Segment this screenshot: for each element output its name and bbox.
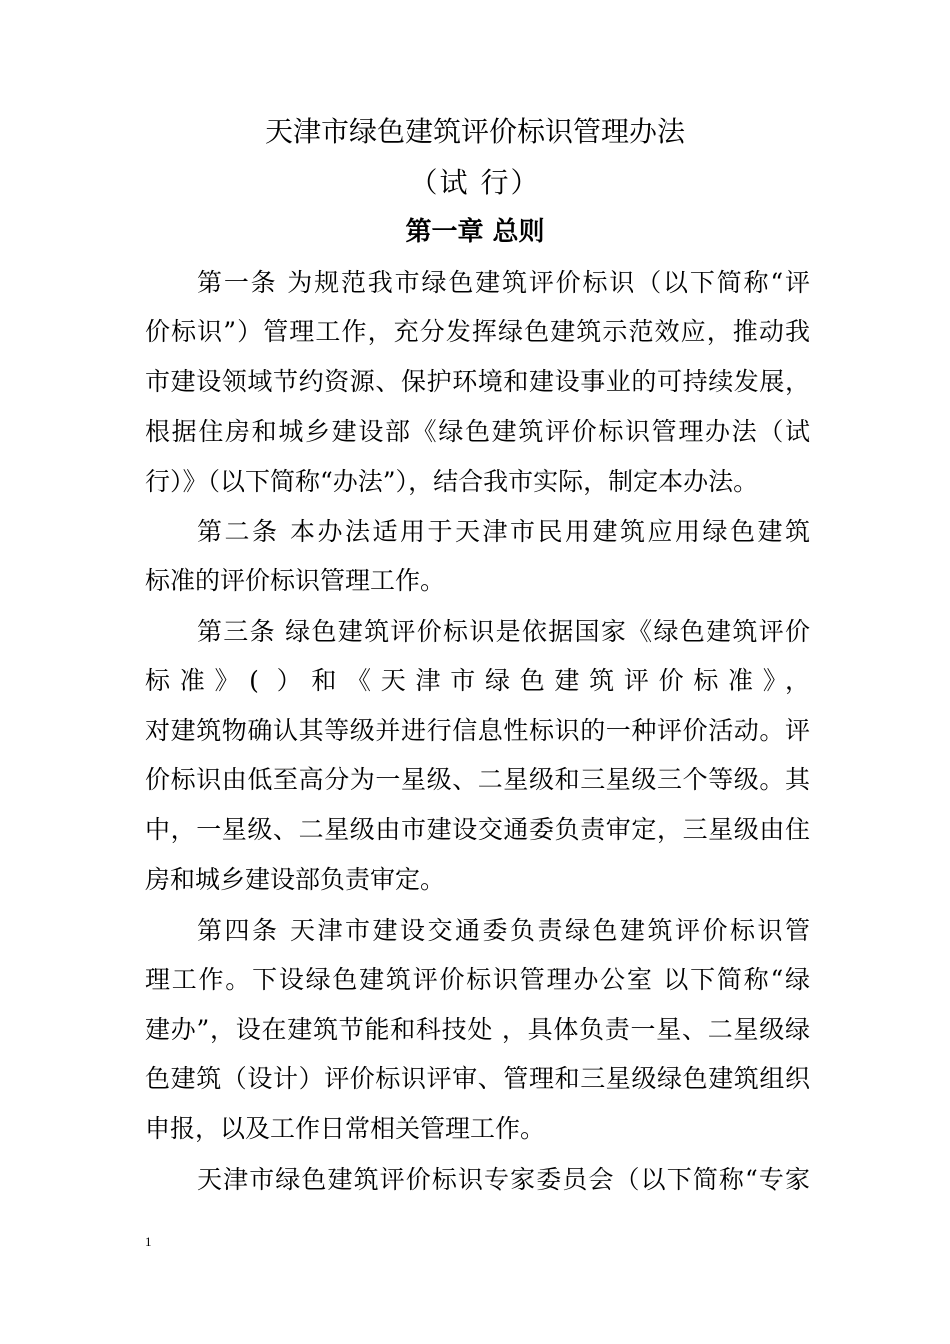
article-3-line-1: 第三条 绿色建筑评价标识是依据国家《绿色建筑评价: [197, 617, 810, 646]
article-4-line-5: 申报，以及工作日常相关管理工作。: [145, 1114, 546, 1143]
article-1-line-4: 根据住房和城乡建设部《绿色建筑评价标识管理办法（试: [145, 417, 810, 446]
article-3-line-6: 房和城乡建设部负责审定。: [145, 865, 446, 894]
article-1-line-1: 第一条 为规范我市绿色建筑评价标识（以下简称“评: [197, 268, 810, 297]
page-number: 1: [145, 1234, 152, 1249]
article-3-line-3: 对建筑物确认其等级并进行信息性标识的一种评价活动。评: [145, 716, 810, 745]
article-2-line-2: 标准的评价标识管理工作。: [145, 566, 446, 595]
article-1-line-2: 价标识”）管理工作，充分发挥绿色建筑示范效应，推动我: [145, 317, 810, 346]
article-4-line-3: 建办”，设在建筑节能和科技处 ，具体负责一星、二星级绿: [145, 1015, 810, 1044]
committee-line-1: 天津市绿色建筑评价标识专家委员会（以下简称“专家: [197, 1165, 810, 1194]
article-4-line-1: 第四条 天津市建设交通委负责绿色建筑评价标识管: [197, 916, 810, 945]
article-3-line-2: 标准》( ）和《天津市绿色建筑评价标准》，: [145, 666, 810, 695]
chapter-heading: 第一章 总则: [405, 217, 545, 247]
article-3-line-5: 中，一星级、二星级由市建设交通委负责审定，三星级由住: [145, 815, 810, 844]
document-subtitle: （试 行）: [409, 166, 541, 199]
article-1-line-3: 市建设领域节约资源、保护环境和建设事业的可持续发展，: [145, 367, 810, 396]
article-2-line-1: 第二条 本办法适用于天津市民用建筑应用绿色建筑: [197, 517, 810, 546]
article-1-line-5: 行）》（以下简称“办法”），结合我市实际，制定本办法。: [145, 467, 759, 496]
article-4-line-2: 理工作。下设绿色建筑评价标识管理办公室 以下简称“绿: [145, 965, 810, 994]
article-4-line-4: 色建筑（设计）评价标识评审、管理和三星级绿色建筑组织: [145, 1064, 810, 1093]
document-title: 天津市绿色建筑评价标识管理办法: [264, 115, 685, 148]
article-3-line-4: 价标识由低至高分为一星级、二星级和三星级三个等级。其: [145, 765, 810, 794]
